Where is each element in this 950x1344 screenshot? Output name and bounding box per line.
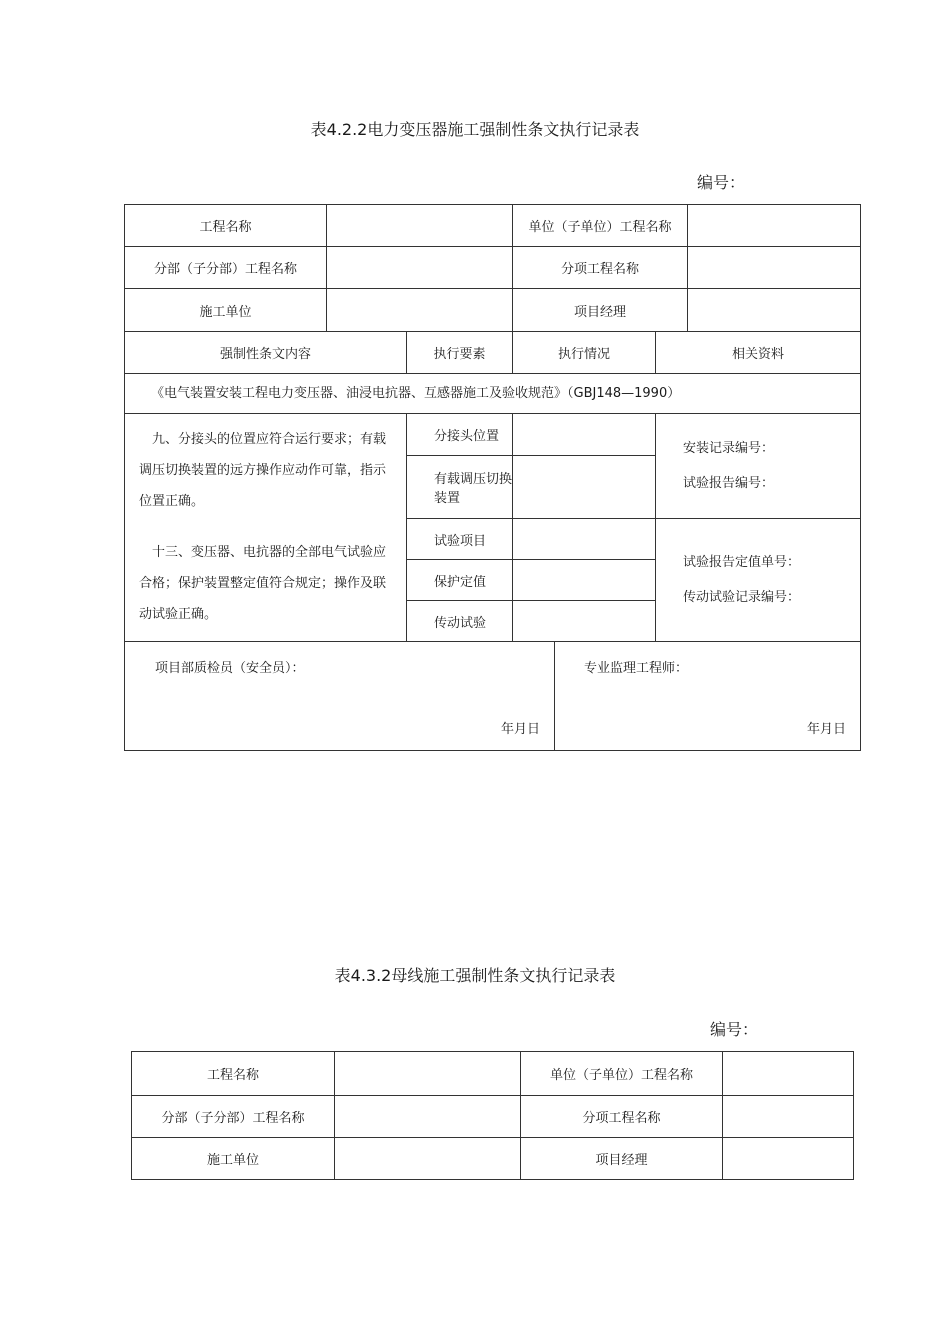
element-test-items: 试验项目 (407, 519, 513, 560)
form2-contractor-field[interactable] (335, 1138, 521, 1180)
sub-item-field[interactable] (688, 247, 861, 289)
sub-division-label: 分部（子分部）工程名称 (125, 247, 327, 289)
unit-project-name-field[interactable] (688, 205, 861, 247)
contractor-label: 施工单位 (125, 289, 327, 332)
form2-project-manager-field[interactable] (723, 1138, 854, 1180)
supervisor-sign-area[interactable] (555, 642, 861, 751)
execution-protection-setting[interactable] (513, 560, 656, 601)
setting-sheet-number-label: 试验报告定值单号： (683, 555, 801, 570)
contractor-field[interactable] (327, 289, 513, 332)
project-manager-label: 项目经理 (513, 289, 688, 332)
col-references: 相关资料 (656, 332, 861, 374)
clause-13: 十三、变压器、电抗器的全部电气试验应合格；保护装置整定值符合规定；操作及联动试验正确。 (139, 545, 387, 622)
form2-project-manager-label: 项目经理 (521, 1138, 723, 1180)
form2-sub-item-field[interactable] (723, 1096, 854, 1138)
install-record-number-label: 安装记录编号： (683, 441, 775, 456)
form2-title: 表4.3.2母线施工强制性条文执行记录表 (334, 966, 616, 985)
element-trip-test: 传动试验 (407, 601, 513, 642)
col-elements: 执行要素 (407, 332, 513, 374)
execution-onload-tap-changer[interactable] (513, 456, 656, 519)
form2-project-name-label: 工程名称 (132, 1052, 335, 1096)
form2-project-name-field[interactable] (335, 1052, 521, 1096)
form1-table (124, 204, 861, 751)
form2-table (131, 1051, 854, 1180)
form1-title: 表4.2.2电力变压器施工强制性条文执行记录表 (310, 120, 640, 139)
form2-sub-division-field[interactable] (335, 1096, 521, 1138)
form2-contractor-label: 施工单位 (132, 1138, 335, 1180)
project-name-label: 工程名称 (125, 205, 327, 247)
element-onload-tap-changer: 有载调压切换装置 (407, 456, 513, 519)
trip-test-record-number-label: 传动试验记录编号： (683, 590, 801, 605)
project-name-field[interactable] (327, 205, 513, 247)
project-manager-field[interactable] (688, 289, 861, 332)
form1-code-label: 编号： (697, 173, 746, 192)
supervisor-label: 专业监理工程师： (584, 661, 689, 676)
form2-unit-project-name-label: 单位（子单位）工程名称 (521, 1052, 723, 1096)
clause-9: 九、分接头的位置应符合运行要求；有载调压切换装置的远方操作应动作可靠，指示位置正确。 (139, 432, 387, 509)
col-clause-content: 强制性条文内容 (125, 332, 407, 374)
standard-reference: 《电气装置安装工程电力变压器、油浸电抗器、互感器施工及验收规范》（GBJ148—1990） (125, 374, 861, 414)
clause-content (125, 414, 407, 642)
references-group-2 (656, 519, 861, 642)
col-execution: 执行情况 (513, 332, 656, 374)
execution-trip-test[interactable] (513, 601, 656, 642)
execution-tap-position[interactable] (513, 414, 656, 456)
element-protection-setting: 保护定值 (407, 560, 513, 601)
references-group-1 (656, 414, 861, 519)
element-tap-position: 分接头位置 (407, 414, 513, 456)
unit-project-name-label: 单位（子单位）工程名称 (513, 205, 688, 247)
sub-division-field[interactable] (327, 247, 513, 289)
test-report-number-label: 试验报告编号： (683, 476, 775, 491)
inspector-date-label: 年月日 (500, 722, 540, 737)
quality-inspector-sign-area[interactable] (125, 642, 555, 751)
supervisor-date-label: 年月日 (807, 722, 847, 737)
execution-test-items[interactable] (513, 519, 656, 560)
sub-item-label: 分项工程名称 (513, 247, 688, 289)
form2-sub-division-label: 分部（子分部）工程名称 (132, 1096, 335, 1138)
form2-code-label: 编号： (710, 1020, 759, 1039)
form2-unit-project-name-field[interactable] (723, 1052, 854, 1096)
form2-sub-item-label: 分项工程名称 (521, 1096, 723, 1138)
quality-inspector-label: 项目部质检员（安全员）： (155, 661, 305, 676)
